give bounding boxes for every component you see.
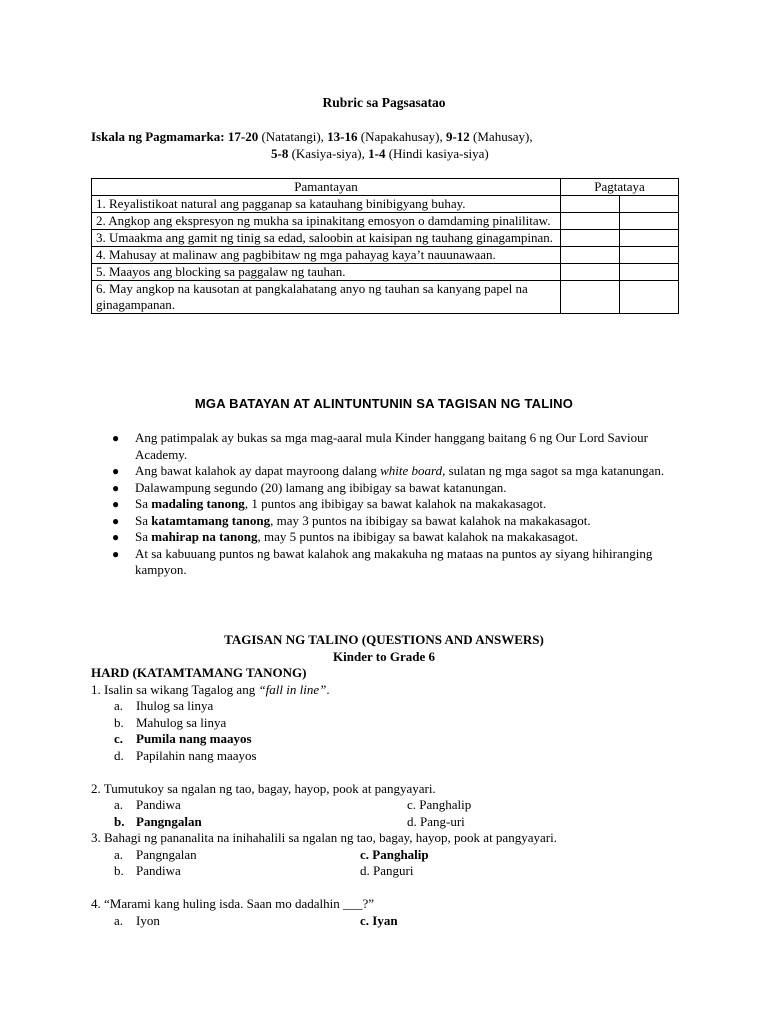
scale-range-1: 17-20	[227, 129, 259, 144]
question-1	[91, 682, 330, 699]
bullet-icon: ●	[112, 530, 120, 544]
criterion-4: 4. Mahusay at malinaw ang pagbibitaw ng mga pahayag kaya’t nauunawaan.	[92, 247, 561, 264]
quiz-heading: TAGISAN NG TALINO (QUESTIONS AND ANSWERS)	[224, 632, 544, 647]
score-cell[interactable]	[620, 281, 679, 314]
q1-pre: 1. Isalin sa wikang Tagalog ang	[91, 682, 259, 697]
criterion-3: 3. Umaakma ang gamit ng tinig sa edad, saloobin at kaisipan ng tauhang ginagampinan.	[92, 230, 561, 247]
score-cell[interactable]	[620, 213, 679, 230]
rules-heading: MGA BATAYAN AT ALINTUNTUNIN SA TAGISAN NG TALINO	[194, 396, 574, 411]
bullet-icon: ●	[112, 497, 120, 511]
q3-option-b: Pandiwa	[136, 863, 181, 878]
criterion-6: 6. May angkop na kausotan at pangkalahatang anyo ng tauhan sa kanyang papel na ginagampanan.	[92, 281, 561, 314]
rubric-header-row	[92, 179, 679, 196]
rule-2-post: sulatan ng mga sagot sa mga katanungan.	[445, 463, 665, 478]
q2-option-c: c. Panghalip	[407, 797, 472, 812]
score-cell[interactable]	[561, 196, 620, 213]
score-cell[interactable]	[561, 230, 620, 247]
table-row	[92, 196, 679, 213]
table-row	[92, 281, 679, 314]
q2-option-b: Pangngalan	[136, 814, 202, 829]
rule-4-pre: Sa	[135, 496, 152, 511]
list-item	[110, 546, 670, 579]
list-item	[110, 513, 670, 530]
score-cell[interactable]	[620, 196, 679, 213]
q1-label-d: d.	[114, 748, 124, 763]
q3-option-c: c. Panghalip	[360, 847, 429, 862]
q1-option-a: Ihulog sa linya	[136, 698, 214, 713]
header-criteria: Pamantayan	[92, 179, 561, 196]
q1-option-c: Pumila nang maayos	[136, 731, 252, 746]
bullet-icon: ●	[112, 431, 120, 445]
grading-scale-line-1	[91, 129, 533, 146]
rule-3: Dalawampung segundo (20) lamang ang ibibigay sa bawat katanungan.	[135, 479, 507, 495]
q1-post: .	[326, 682, 330, 697]
q4-option-a: Iyon	[136, 913, 160, 928]
rule-2-em: white board,	[380, 463, 446, 478]
q2-label-b: b.	[114, 814, 125, 829]
criterion-1: 1. Reyalistikoat natural ang pagganap sa katauhang binibigyang buhay.	[92, 196, 561, 213]
q1-label-b: b.	[114, 715, 124, 730]
rule-1: Ang patimpalak ay bukas sa mga mag-aaral mula Kinder hanggang baitang 6 ng Our Lord Saviour Academy.	[135, 430, 648, 462]
rule-6-post: , may 5 puntos na ibibigay sa bawat kalahok na makakasagot.	[257, 529, 579, 544]
q3-label-b: b.	[114, 863, 124, 878]
scale-range-4: 5-8	[271, 146, 289, 161]
bullet-icon: ●	[112, 513, 120, 528]
grading-scale-line-2	[271, 146, 489, 163]
score-cell[interactable]	[561, 281, 620, 314]
q1-em: “fall in line”	[258, 682, 327, 697]
scale-desc-5: (Hindi kasiya-siya)	[385, 146, 489, 161]
scale-desc-3: (Mahusay),	[469, 129, 533, 144]
table-row	[92, 247, 679, 264]
quiz-subheading: Kinder to Grade 6	[333, 649, 435, 664]
rule-6-pre: Sa	[135, 529, 152, 544]
score-cell[interactable]	[620, 247, 679, 264]
list-item	[110, 463, 670, 480]
rules-list	[110, 430, 670, 579]
q3-label-a: a.	[114, 847, 124, 862]
question-2: 2. Tumutukoy sa ngalan ng tao, bagay, hayop, pook at pangyayari.	[91, 781, 436, 796]
rule-6-bold: mahirap na tanong	[151, 529, 258, 544]
q1-option-b: Mahulog sa linya	[136, 715, 227, 730]
list-item	[110, 480, 670, 497]
q2-label-a: a.	[114, 797, 124, 812]
scale-desc-4: (Kasiya-siya),	[288, 146, 369, 161]
rule-4-bold: madaling tanong	[151, 496, 245, 511]
section-heading: HARD (KATAMTAMANG TANONG)	[91, 665, 307, 680]
table-row	[92, 213, 679, 230]
bullet-icon: ●	[112, 464, 120, 478]
rule-5-post: , may 3 puntos na ibibigay sa bawat kalahok na makakasagot.	[270, 512, 591, 528]
header-score: Pagtataya	[561, 179, 679, 196]
scale-desc-2: (Napakahusay),	[357, 129, 446, 144]
score-cell[interactable]	[620, 264, 679, 281]
rule-4-post: , 1 puntos ang ibibigay sa bawat kalahok na makakasagot.	[244, 496, 547, 511]
q3-option-a: Pangngalan	[136, 847, 197, 862]
list-item	[110, 430, 670, 463]
score-cell[interactable]	[620, 230, 679, 247]
scale-desc-1: (Natatangi),	[258, 129, 328, 144]
table-row	[92, 230, 679, 247]
q1-label-a: a.	[114, 698, 124, 713]
score-cell[interactable]	[561, 213, 620, 230]
scale-prefix: Iskala ng Pagmamarka:	[91, 129, 225, 144]
criterion-2: 2. Angkop ang ekspresyon ng mukha sa ipinakitang emosyon o damdaming pinalilitaw.	[92, 213, 561, 230]
q2-option-a: Pandiwa	[136, 797, 181, 812]
criterion-5: 5. Maayos ang blocking sa paggalaw ng tauhan.	[92, 264, 561, 281]
q1-label-c: c.	[114, 731, 124, 746]
rule-5-bold: katamtamang tanong	[151, 512, 271, 528]
rubric-table	[91, 178, 679, 314]
score-cell[interactable]	[561, 264, 620, 281]
scale-range-2: 13-16	[327, 129, 358, 144]
table-row	[92, 264, 679, 281]
score-cell[interactable]	[561, 247, 620, 264]
list-item	[110, 496, 670, 513]
rule-5-pre: Sa	[135, 512, 152, 528]
scale-range-5: 1-4	[368, 146, 386, 161]
question-3: 3. Bahagi ng pananalita na inihahalili sa ngalan ng tao, bagay, hayop, pook at pangyayari.	[91, 830, 557, 845]
scale-range-3: 9-12	[445, 129, 470, 144]
rule-7: At sa kabuuang puntos ng bawat kalahok ang makakuha ng mataas na puntos ay siyang hihiranging kampyon.	[135, 545, 653, 577]
q1-option-d: Papilahin nang maayos	[136, 748, 257, 763]
q4-label-a: a.	[114, 913, 124, 928]
bullet-icon: ●	[112, 546, 120, 561]
question-4: 4. “Marami kang huling isda. Saan mo dadalhin ___?”	[91, 896, 375, 911]
list-item	[110, 529, 670, 546]
q3-option-d: d. Panguri	[360, 863, 414, 878]
page-title: Rubric sa Pagsasatao	[322, 95, 446, 110]
q2-option-d: d. Pang-uri	[407, 814, 465, 829]
q4-option-c: c. Iyan	[360, 913, 398, 928]
bullet-icon: ●	[112, 480, 120, 495]
rule-2-pre: Ang bawat kalahok ay dapat mayroong dalang	[135, 463, 381, 478]
